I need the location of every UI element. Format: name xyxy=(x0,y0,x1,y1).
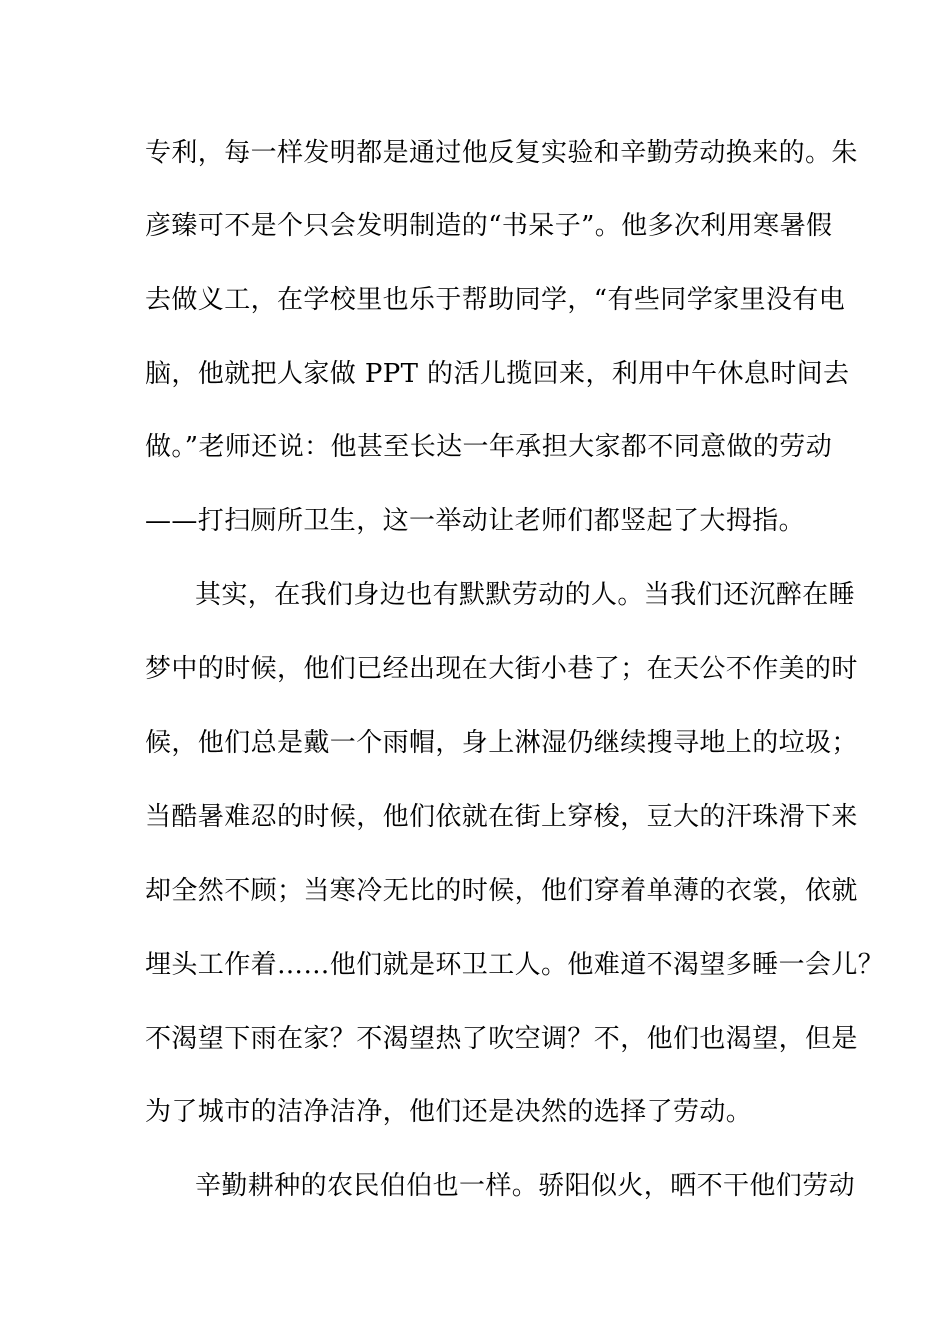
text-line: 为了城市的洁净洁净，他们还是决然的选择了劳动。 xyxy=(145,1097,753,1127)
text-line: 去做义工，在学校里也乐于帮助同学，“有些同学家里没有电 xyxy=(145,285,846,315)
paragraph-first-line: 其实，在我们身边也有默默劳动的人。当我们还沉醉在睡 xyxy=(195,580,856,610)
text-line: 不渴望下雨在家？不渴望热了吹空调？不，他们也渴望，但是 xyxy=(145,1024,858,1054)
text-line: 候，他们总是戴一个雨帽，身上淋湿仍继续搜寻地上的垃圾； xyxy=(145,728,858,758)
text-line: 当酷暑难忍的时候，他们依就在街上穿梭，豆大的汗珠滑下来 xyxy=(145,802,858,832)
text-line: 彦臻可不是个只会发明制造的“书呆子”。他多次利用寒暑假 xyxy=(145,211,833,241)
text-line: 埋头工作着……他们就是环卫工人。他难道不渴望多睡一会儿？ xyxy=(145,950,885,980)
text-line: ——打扫厕所卫生，这一举动让老师们都竖起了大拇指。 xyxy=(145,506,806,536)
text-line: 脑，他就把人家做 PPT 的活儿揽回来，利用中午休息时间去 xyxy=(145,359,850,389)
paragraph-first-line: 辛勤耕种的农民伯伯也一样。骄阳似火，晒不干他们劳动 xyxy=(195,1171,856,1201)
text-line: 做。”老师还说：他甚至长达一年承担大家都不同意做的劳动 xyxy=(145,432,833,462)
text-line: 却全然不顾；当寒冷无比的时候，他们穿着单薄的衣裳，依就 xyxy=(145,876,858,906)
text-line: 专利，每一样发明都是通过他反复实验和辛勤劳动换来的。朱 xyxy=(145,138,858,168)
text-line: 梦中的时候，他们已经出现在大街小巷了；在天公不作美的时 xyxy=(145,654,858,684)
